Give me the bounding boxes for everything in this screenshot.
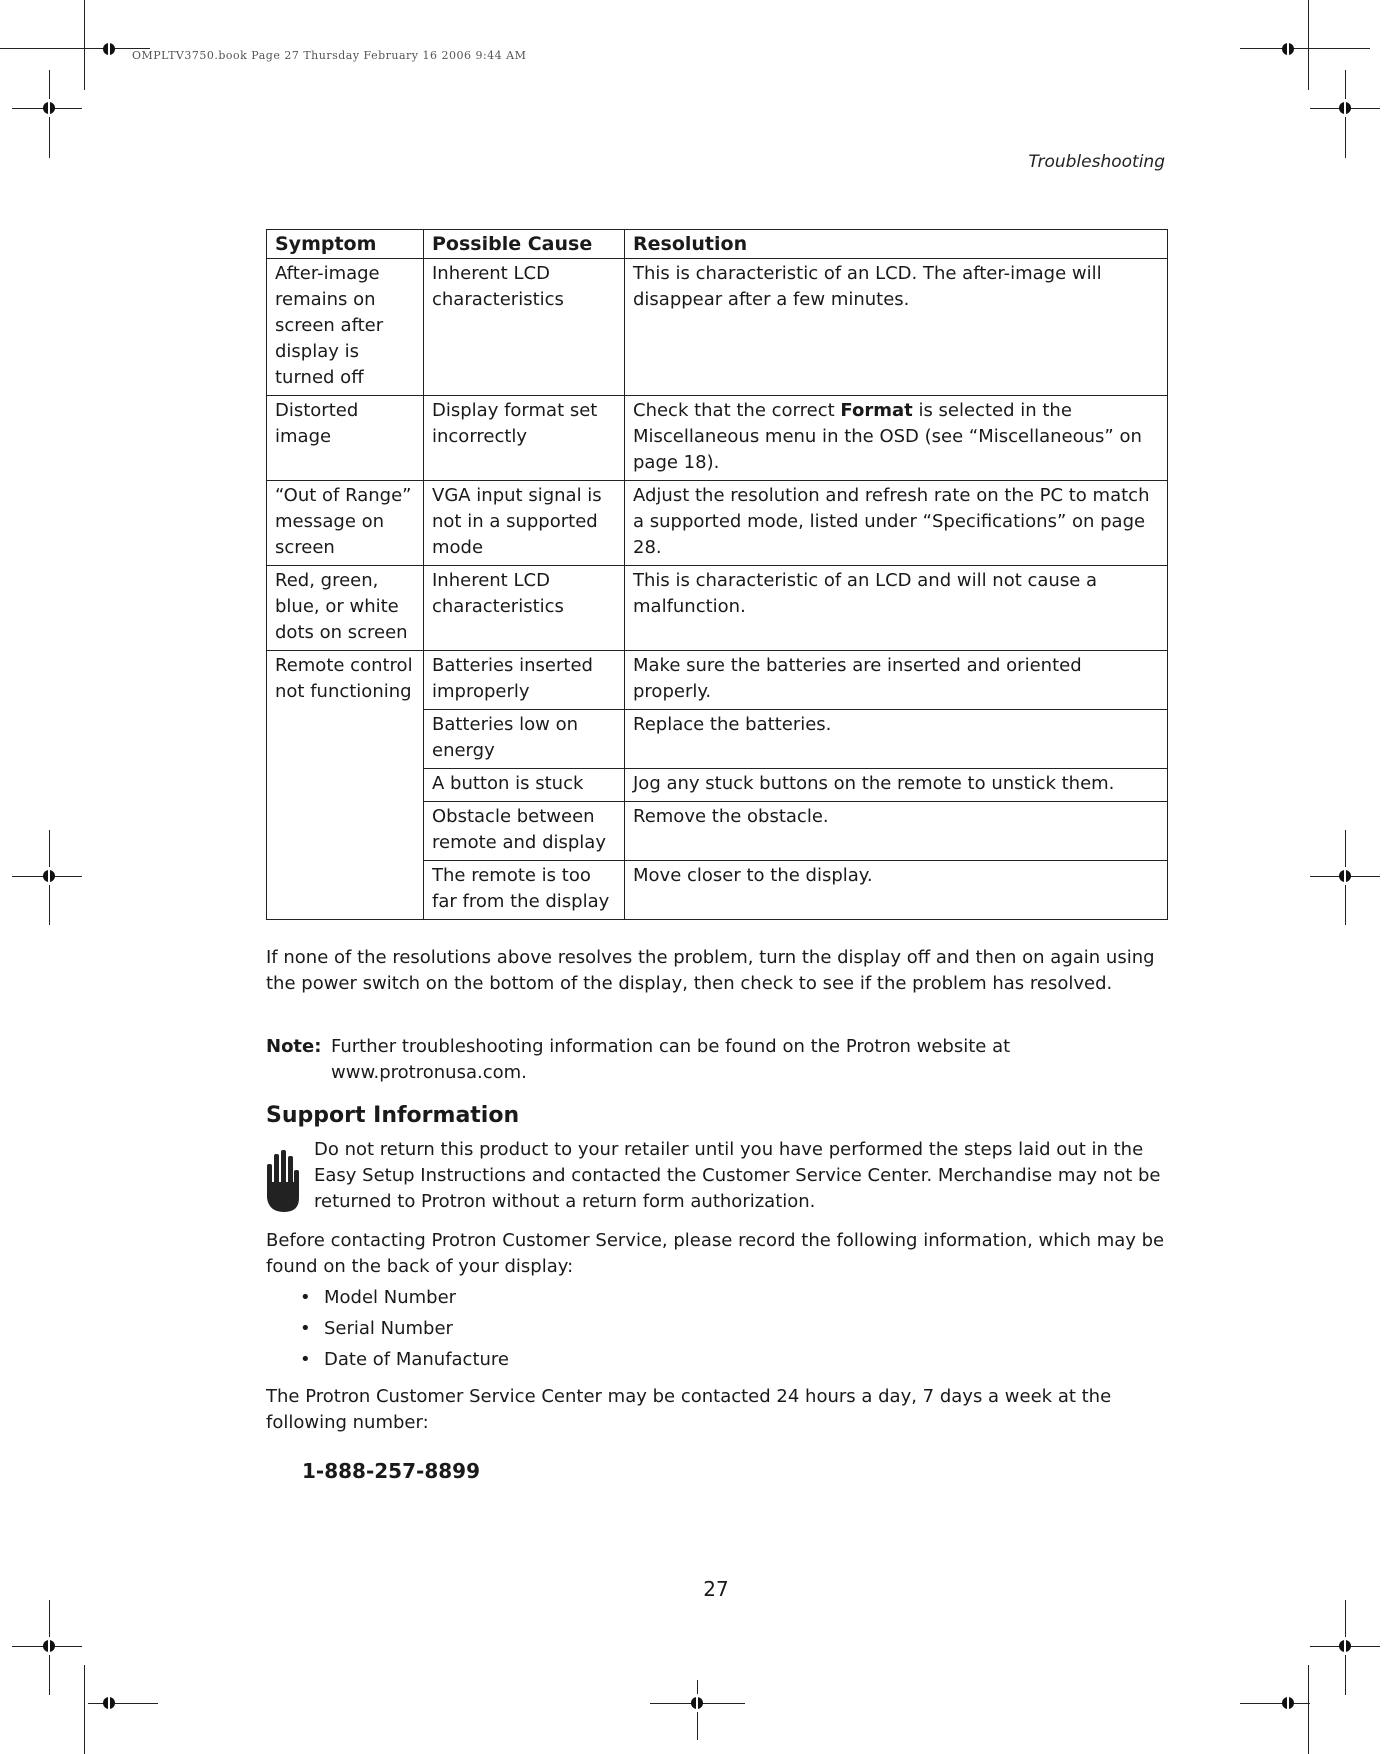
symptom-cell: “Out of Range” message on screen — [267, 481, 424, 566]
resolution-cell: Move closer to the display. — [625, 861, 1168, 920]
list-item: • Serial Number — [300, 1318, 453, 1339]
phone-number: 1-888-257-8899 — [302, 1459, 480, 1483]
cause-cell: The remote is too far from the display — [424, 861, 625, 920]
table-row — [267, 651, 1168, 710]
resolution-cell: Replace the batteries. — [625, 710, 1168, 769]
symptom-cell: After-image remains on screen after display is turned off — [267, 259, 424, 396]
contact-paragraph: The Protron Customer Service Center may be contacted 24 hours a day, 7 days a week at the following number: — [266, 1386, 1112, 1433]
resolution-cell — [625, 396, 1168, 481]
resolution-cell: Adjust the resolution and refresh rate on the PC to match a supported mode, listed under “Specifications” on page 28. — [625, 481, 1168, 566]
after-table-paragraph: If none of the resolutions above resolves the problem, turn the display off and then on again using the power switch on the bottom of the display, then check to see if the problem has resolved. — [266, 947, 1155, 994]
section-title: Support Information — [266, 1103, 520, 1128]
column-header: Symptom — [267, 230, 424, 259]
resolution-text: Check that the correct — [633, 400, 841, 421]
cause-cell: Display format set incorrectly — [424, 396, 625, 481]
table-row — [267, 259, 1168, 396]
table-row — [267, 396, 1168, 481]
resolution-cell: Jog any stuck buttons on the remote to unstick them. — [625, 769, 1168, 802]
before-contacting-paragraph: Before contacting Protron Customer Service, please record the following information, which may be found on the back of your display: — [266, 1230, 1165, 1277]
cause-cell: VGA input signal is not in a supported mode — [424, 481, 625, 566]
troubleshooting-table — [266, 229, 1168, 920]
file-stamp: OMPLTV3750.book Page 27 Thursday February 16 2006 9:44 AM — [132, 49, 527, 62]
symptom-cell: Red, green, blue, or white dots on screen — [267, 566, 424, 651]
resolution-cell: Make sure the batteries are inserted and oriented properly. — [625, 651, 1168, 710]
cause-cell: Batteries low on energy — [424, 710, 625, 769]
column-header: Resolution — [625, 230, 1168, 259]
cause-cell: Obstacle between remote and display — [424, 802, 625, 861]
list-item-text: Serial Number — [324, 1318, 453, 1339]
cause-cell: Inherent LCD characteristics — [424, 566, 625, 651]
list-item-text: Date of Manufacture — [324, 1349, 510, 1370]
list-item: • Date of Manufacture — [300, 1349, 510, 1370]
cause-cell: Batteries inserted improperly — [424, 651, 625, 710]
symptom-cell: Distorted image — [267, 396, 424, 481]
format-keyword: Format — [840, 400, 913, 421]
stop-hand-icon — [264, 1146, 300, 1216]
cause-cell: A button is stuck — [424, 769, 625, 802]
table-row — [267, 481, 1168, 566]
resolution-cell: Remove the obstacle. — [625, 802, 1168, 861]
page-number: 27 — [703, 1577, 729, 1601]
resolution-text: is selected in the Miscellaneous menu in the OSD (see “Miscellaneous” on page 18). — [633, 400, 1142, 473]
info-list — [300, 1285, 509, 1378]
cause-cell: Inherent LCD characteristics — [424, 259, 625, 396]
symptom-cell: Remote control not functioning — [267, 651, 424, 920]
note-text: Further troubleshooting information can be found on the Protron website at www.protronusa.com. — [331, 1036, 1011, 1083]
return-warning: Do not return this product to your retailer until you have performed the steps laid out in the Easy Setup Instructions and contacted the Customer Service Center. Merchandise may not be returned to Protron without a return form authorization. — [314, 1139, 1161, 1212]
column-header: Possible Cause — [424, 230, 625, 259]
list-item-text: Model Number — [324, 1287, 457, 1308]
note-label-text: Note: — [266, 1036, 322, 1057]
running-head: Troubleshooting — [1028, 152, 1165, 172]
table-header-row — [267, 230, 1168, 259]
table-row — [267, 566, 1168, 651]
resolution-cell: This is characteristic of an LCD and will not cause a malfunction. — [625, 566, 1168, 651]
list-item: • Model Number — [300, 1287, 457, 1308]
resolution-cell: This is characteristic of an LCD. The after-image will disappear after a few minutes. — [625, 259, 1168, 396]
